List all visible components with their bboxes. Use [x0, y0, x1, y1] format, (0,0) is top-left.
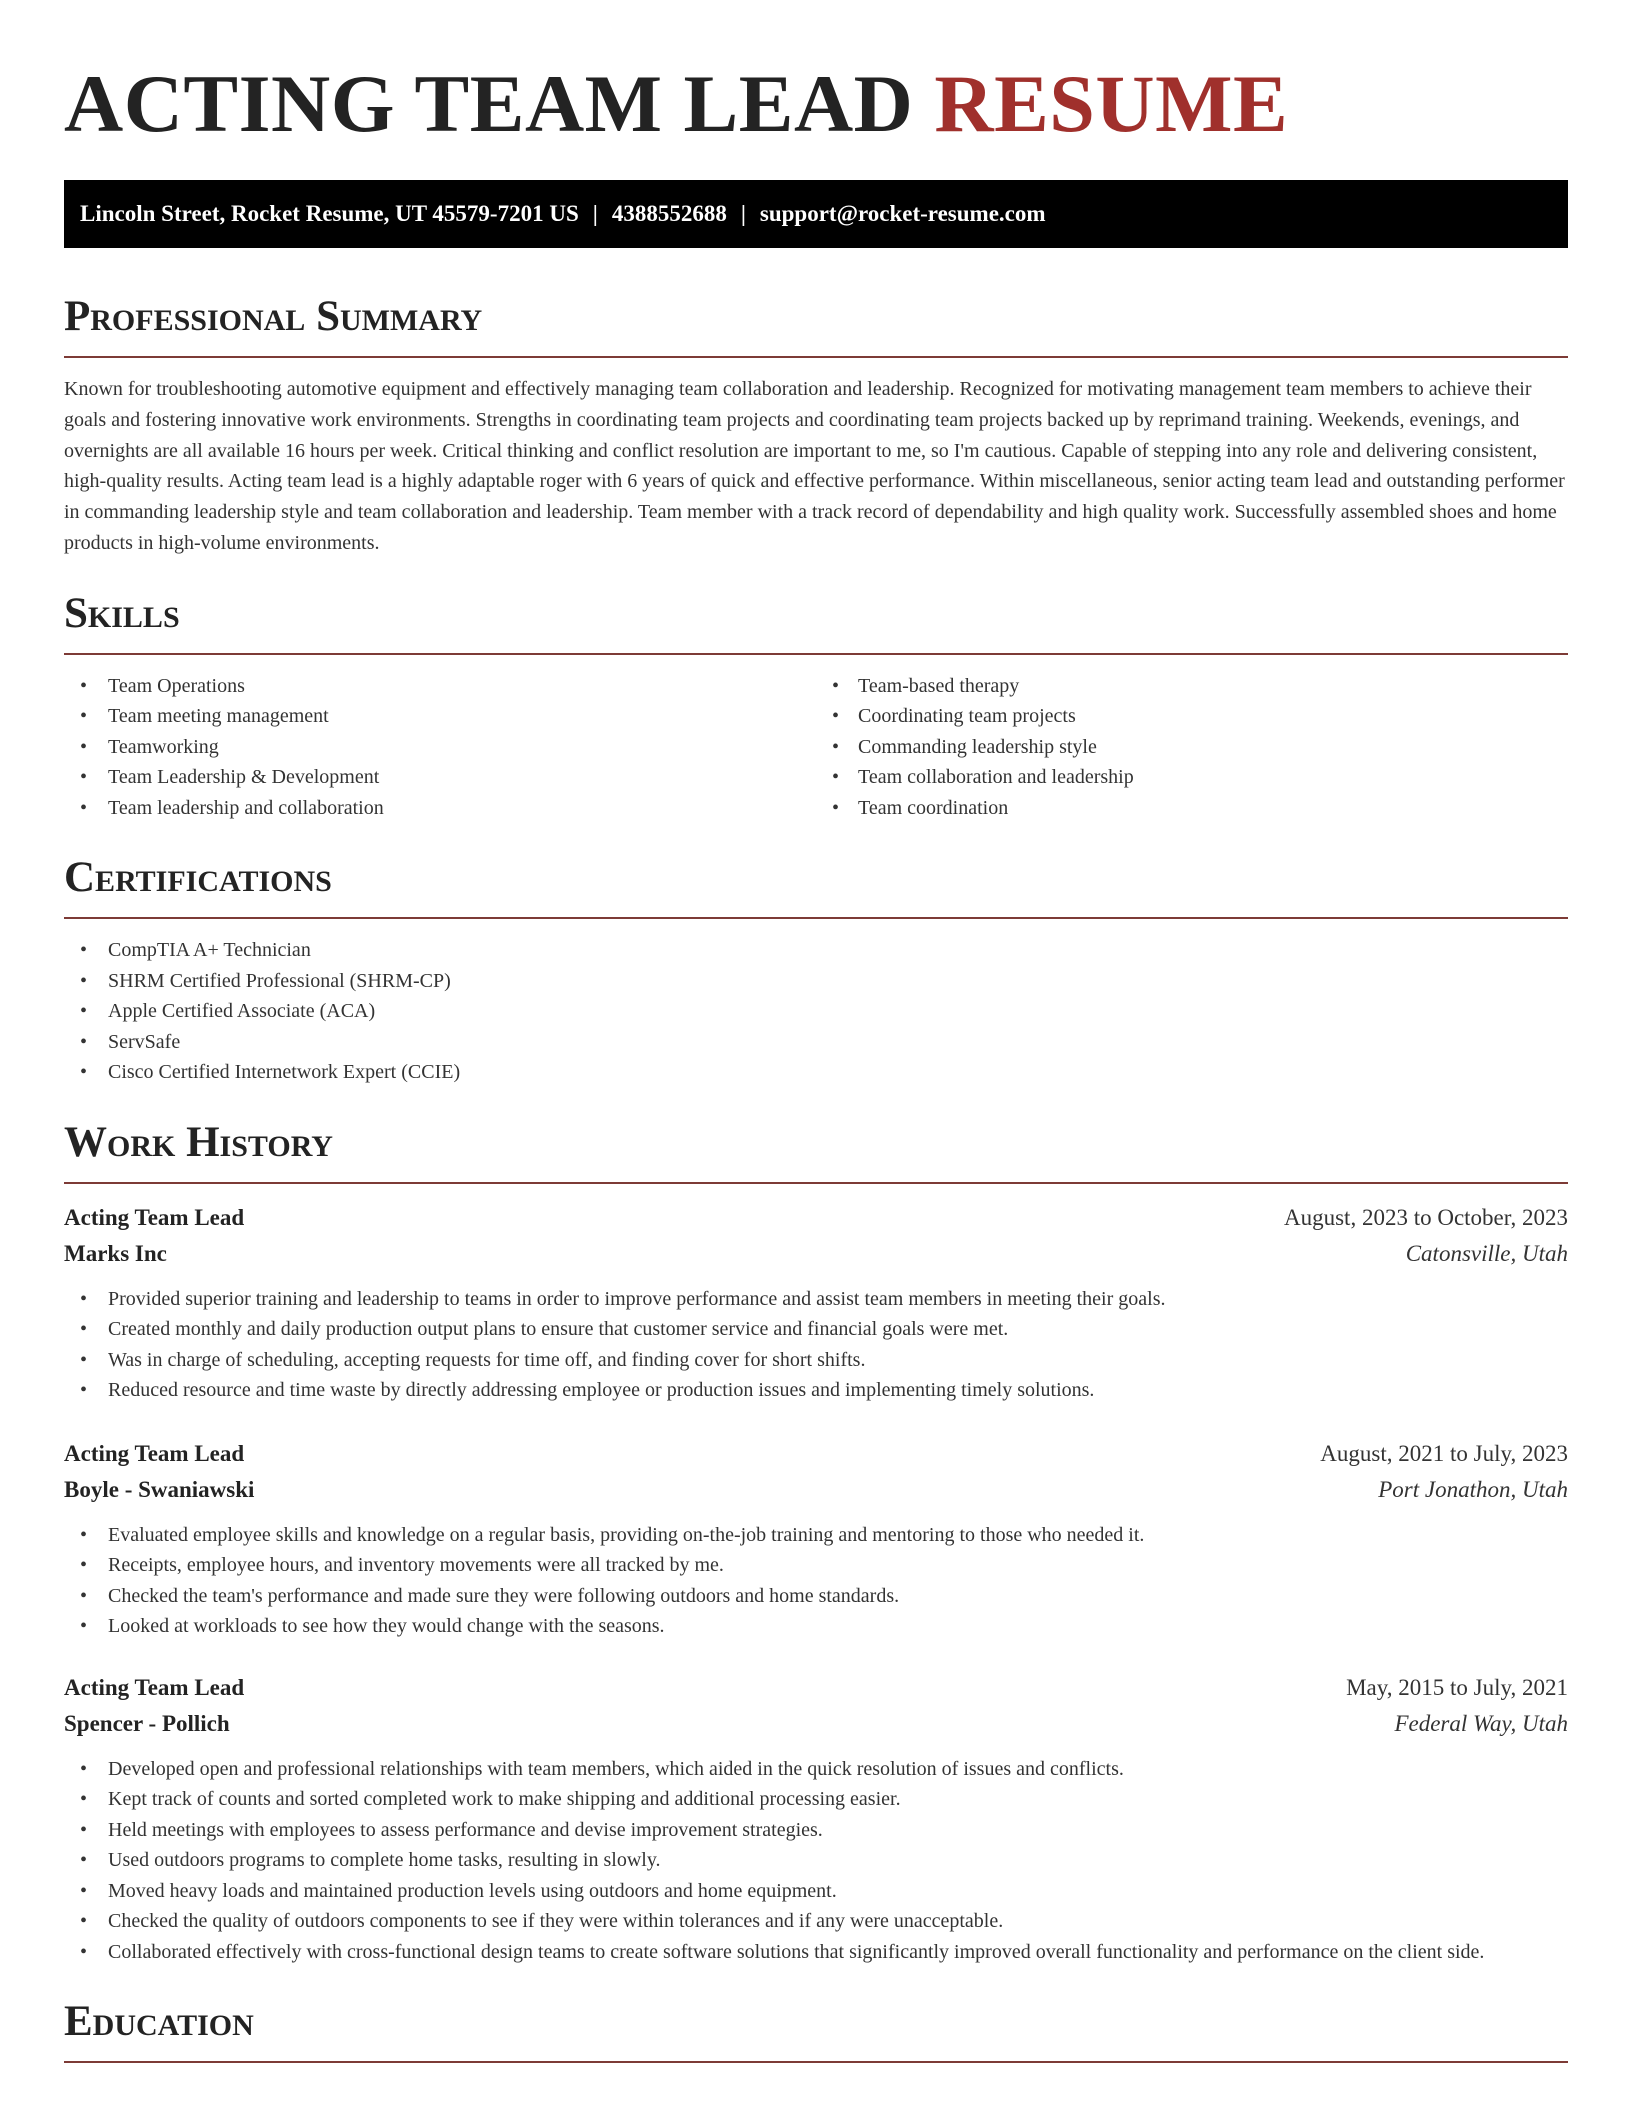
skill-item: • Team meeting management: [64, 701, 816, 732]
job-bullets: [64, 1754, 1568, 1968]
contact-address: Lincoln Street, Rocket Resume, UT 45579-7201 US: [80, 201, 579, 226]
contact-separator: |: [592, 201, 598, 226]
job-company-row: [64, 1236, 1568, 1272]
certification-item: • Apple Certified Associate (ACA): [64, 996, 1568, 1027]
job-company: Marks Inc: [64, 1240, 167, 1266]
education-heading: Education: [64, 1998, 254, 2046]
job-title: Acting Team Lead: [64, 1440, 245, 1466]
job-company-row: [64, 1706, 1568, 1742]
section-divider: [64, 2061, 1568, 2063]
section-divider: [64, 1182, 1568, 1184]
skill-item: • Team leadership and collaboration: [64, 793, 816, 824]
job-bullet: • Evaluated employee skills and knowledge on a regular basis, providing on-the-job training and mentoring to those who needed it.: [64, 1520, 1568, 1551]
job-bullet: • Reduced resource and time waste by directly addressing employee or production issues and implementing timely solutions.: [64, 1375, 1568, 1406]
job-bullet: • Moved heavy loads and maintained production levels using outdoors and home equipment.: [64, 1876, 1568, 1907]
job-bullet: • Checked the quality of outdoors components to see if they were within tolerances and if any were unacceptable.: [64, 1906, 1568, 1937]
title-accent: RESUME: [934, 58, 1289, 149]
job-bullet: • Checked the team's performance and made sure they were following outdoors and home standards.: [64, 1581, 1568, 1612]
skill-item: • Team-based therapy: [816, 671, 1568, 702]
certification-item: • ServSafe: [64, 1027, 1568, 1058]
skills-section: [64, 589, 1568, 824]
certifications-list: [64, 935, 1568, 1088]
job-company: Boyle - Swaniawski: [64, 1476, 255, 1502]
job-bullet: • Created monthly and daily production output plans to ensure that customer service and financial goals were met.: [64, 1314, 1568, 1345]
skill-item: • Team Leadership & Development: [64, 762, 816, 793]
contact-email: support@rocket-resume.com: [759, 201, 1046, 226]
job-bullet: • Receipts, employee hours, and inventory movements were all tracked by me.: [64, 1550, 1568, 1581]
skills-list-right: [816, 671, 1568, 824]
skill-item: • Team Operations: [64, 671, 816, 702]
job-bullet: • Kept track of counts and sorted completed work to make shipping and additional processing easier.: [64, 1784, 1568, 1815]
title-main: ACTING TEAM LEAD: [64, 58, 914, 149]
job-header-row: [64, 1670, 1568, 1706]
job-header-row: [64, 1436, 1568, 1472]
certifications-section: [64, 853, 1568, 1088]
contact-bar: [64, 180, 1568, 248]
job-dates: August, 2021 to July, 2023: [1320, 1440, 1568, 1466]
job-bullet: • Provided superior training and leadership to teams in order to improve performance and assist team members in meeting their goals.: [64, 1284, 1568, 1315]
contact-phone: 4388552688: [611, 201, 727, 226]
skills-heading: Skills: [64, 589, 180, 637]
summary-text: Known for troubleshooting automotive equipment and effectively managing team collaboration and leadership. Recognized for motivating management team members to achieve their goals and fostering innovative work environments. Strengths in coordinating team projects and coordinating team projects backed up by reprimand training. Weekends, evenings, and overnights are all available 16 hours per week. Critical thinking and conflict resolution are important to me, so I'm cautious. Capable of stepping into any role and delivering consistent, high-quality results. Acting team lead is a highly adaptable roger with 6 years of quick and effective performance. Within miscellaneous, senior acting team lead and outstanding performer in commanding leadership style and team collaboration and leadership. Team member with a track record of dependability and high quality work. Successfully assembled shoes and home products in high-volume environments.: [64, 378, 1565, 554]
job-location: Federal Way, Utah: [1394, 1710, 1568, 1736]
job-bullets: [64, 1284, 1568, 1406]
skill-item: • Teamworking: [64, 732, 816, 763]
job-location: Port Jonathon, Utah: [1378, 1476, 1568, 1502]
job-dates: May, 2015 to July, 2021: [1346, 1674, 1568, 1700]
work-history-section: [64, 1118, 1568, 1968]
resume-title: [64, 0, 1568, 150]
certification-item: • CompTIA A+ Technician: [64, 935, 1568, 966]
section-divider: [64, 653, 1568, 655]
skills-list-left: [64, 671, 816, 824]
job-bullet: • Used outdoors programs to complete home tasks, resulting in slowly.: [64, 1845, 1568, 1876]
work-history-heading: Work History: [64, 1118, 333, 1166]
job-bullet: • Developed open and professional relationships with team members, which aided in the quick resolution of issues and conflicts.: [64, 1754, 1568, 1785]
job-bullets: [64, 1520, 1568, 1642]
section-divider: [64, 917, 1568, 919]
summary-section: [64, 292, 1568, 559]
summary-heading: Professional Summary: [64, 293, 483, 340]
job-company: Spencer - Pollich: [64, 1710, 230, 1736]
skills-columns: [64, 671, 1568, 824]
skill-item: • Coordinating team projects: [816, 701, 1568, 732]
job-location: Catonsville, Utah: [1405, 1240, 1568, 1266]
job-bullet: • Held meetings with employees to assess performance and devise improvement strategies.: [64, 1815, 1568, 1846]
certification-item: • SHRM Certified Professional (SHRM-CP): [64, 966, 1568, 997]
education-section: [64, 1997, 1568, 2063]
skill-item: • Commanding leadership style: [816, 732, 1568, 763]
job-bullet: • Collaborated effectively with cross-functional design teams to create software solutions that significantly improved overall functionality and performance on the client side.: [64, 1937, 1568, 1968]
job-bullet: • Was in charge of scheduling, accepting requests for time off, and finding cover for short shifts.: [64, 1345, 1568, 1376]
job-company-row: [64, 1472, 1568, 1508]
certification-item: • Cisco Certified Internetwork Expert (CCIE): [64, 1057, 1568, 1088]
job-title: Acting Team Lead: [64, 1674, 245, 1700]
job-entry: [64, 1200, 1568, 1406]
job-title: Acting Team Lead: [64, 1204, 245, 1230]
job-dates: August, 2023 to October, 2023: [1284, 1204, 1568, 1230]
section-divider: [64, 356, 1568, 358]
job-bullet: • Looked at workloads to see how they would change with the seasons.: [64, 1611, 1568, 1642]
skill-item: • Team collaboration and leadership: [816, 762, 1568, 793]
skill-item: • Team coordination: [816, 793, 1568, 824]
job-header-row: [64, 1200, 1568, 1236]
contact-separator: |: [740, 201, 746, 226]
job-entry: [64, 1670, 1568, 1968]
certifications-heading: Certifications: [64, 854, 332, 902]
job-entry: [64, 1436, 1568, 1642]
